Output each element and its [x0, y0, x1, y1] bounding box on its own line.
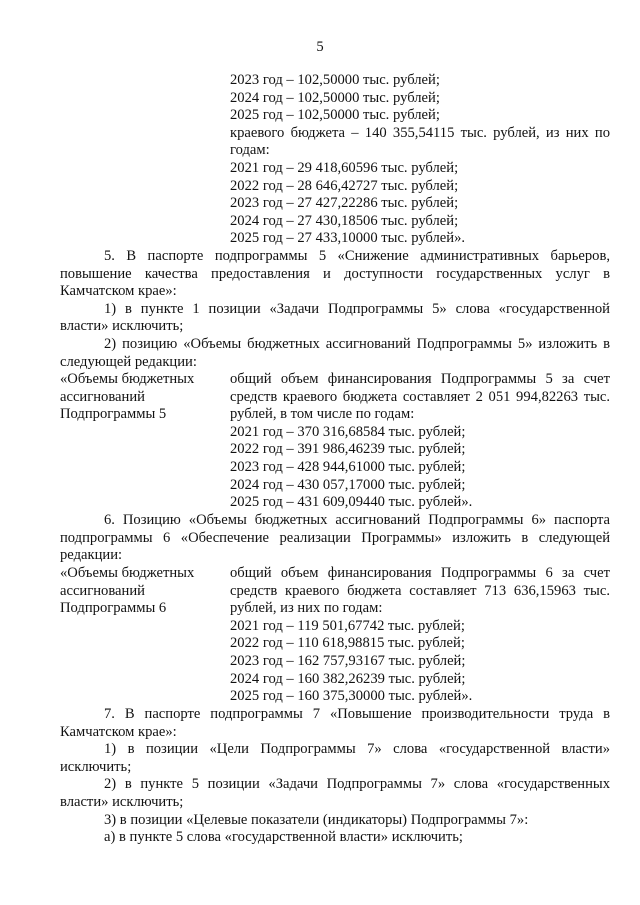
paragraph-line: 6. Позицию «Объемы бюджетных ассигнований Подпрограммы 6» паспорта: [104, 512, 610, 528]
table-5-right-cell: [230, 371, 610, 512]
year-line: 2023 год – 102,50000 тыс. рублей;: [230, 72, 440, 88]
table-text: средств краевого бюджета составляет 2 051 994,82263 тыс.: [230, 388, 610, 405]
year-line: 2023 год – 428 944,61000 тыс. рублей;: [230, 458, 466, 475]
subitem-line: 1) в позиции «Цели Подпрограммы 7» слова «государственной власти»: [104, 741, 610, 758]
paragraph-line: повышение качества предоставления и доступности государственных услуг в: [60, 265, 610, 282]
year-line: 2023 год – 162 757,93167 тыс. рублей;: [230, 652, 466, 669]
year-line: 2024 год – 430 057,17000 тыс. рублей;: [230, 476, 466, 493]
year-line: 2022 год – 110 618,98815 тыс. рублей;: [230, 635, 465, 652]
year-line: 2021 год – 370 316,68584 тыс. рублей;: [230, 423, 466, 440]
paragraph-line: подпрограммы 6 «Обеспечение реализации Программы» изложить в следующей: [60, 529, 610, 546]
item-6-paragraph: [60, 512, 610, 565]
table-text: общий объем финансирования Подпрограммы 6 за счет: [230, 565, 610, 581]
year-line: 2025 год – 102,50000 тыс. рублей;: [230, 107, 440, 124]
year-line: 2024 год – 160 382,26239 тыс. рублей;: [230, 670, 466, 687]
table-label: «Объемы бюджетных: [60, 565, 195, 581]
year-line: 2022 год – 391 986,46239 тыс. рублей;: [230, 441, 466, 458]
subitem-line: власти» исключить;: [60, 318, 184, 335]
table-6-left-cell: [60, 565, 225, 618]
item-7-paragraph: [60, 706, 610, 847]
subitem-line: а) в пункте 5 слова «государственной власти» исключить;: [104, 829, 463, 846]
subitem-line: 2) в пункте 5 позиции «Задачи Подпрограммы 7» слова «государственных: [104, 776, 610, 793]
table-5-left-cell: [60, 371, 225, 424]
year-line: 2024 год – 102,50000 тыс. рублей;: [230, 89, 440, 106]
paragraph-line: редакции:: [60, 547, 123, 564]
paragraph-line: 5. В паспорте подпрограммы 5 «Снижение административных барьеров,: [104, 248, 610, 264]
table-text: рублей, из них по годам:: [230, 600, 383, 617]
year-line: 2025 год – 160 375,30000 тыс. рублей».: [230, 688, 473, 705]
subitem-line: власти» исключить;: [60, 793, 184, 810]
year-line: 2021 год – 119 501,67742 тыс. рублей;: [230, 617, 465, 634]
table-text: средств краевого бюджета составляет 713 636,15963 тыс.: [230, 582, 610, 599]
page-number: 5: [316, 39, 324, 55]
financing-continuation: [230, 72, 610, 248]
subitem-line: 2) позицию «Объемы бюджетных ассигнований Подпрограммы 5» изложить в: [104, 335, 610, 352]
table-label: «Объемы бюджетных: [60, 371, 195, 387]
year-line: 2021 год – 29 418,60596 тыс. рублей;: [230, 159, 459, 176]
year-line: 2025 год – 27 433,10000 тыс. рублей».: [230, 230, 466, 247]
table-label: ассигнований: [60, 582, 145, 599]
subitem-line: 1) в пункте 1 позиции «Задачи Подпрограммы 5» слова «государственной: [104, 300, 610, 317]
paragraph-line: Камчатском крае»:: [60, 723, 177, 740]
paragraph-line: 7. В паспорте подпрограммы 7 «Повышение производительности труда в: [104, 706, 610, 722]
year-line: 2023 год – 27 427,22286 тыс. рублей;: [230, 195, 459, 212]
subitem-line: 3) в позиции «Целевые показатели (индикаторы) Подпрограммы 7»:: [104, 811, 529, 828]
year-line: 2025 год – 431 609,09440 тыс. рублей».: [230, 494, 473, 511]
regional-budget-line: краевого бюджета – 140 355,54115 тыс. рублей, из них по: [230, 124, 610, 141]
table-label: Подпрограммы 6: [60, 600, 167, 617]
subitem-line: исключить;: [60, 758, 132, 775]
table-label: ассигнований: [60, 388, 145, 405]
paragraph-line: Камчатском крае»:: [60, 283, 177, 300]
table-6-right-cell: [230, 565, 610, 706]
subitem-line: следующей редакции:: [60, 353, 197, 370]
item-5-paragraph: [60, 248, 610, 371]
table-text: рублей, в том числе по годам:: [230, 406, 415, 423]
year-line: 2024 год – 27 430,18506 тыс. рублей;: [230, 212, 459, 229]
table-text: общий объем финансирования Подпрограммы 5 за счет: [230, 371, 610, 387]
table-label: Подпрограммы 5: [60, 406, 167, 423]
year-line: 2022 год – 28 646,42727 тыс. рублей;: [230, 177, 459, 194]
regional-budget-line: годам:: [230, 142, 270, 159]
